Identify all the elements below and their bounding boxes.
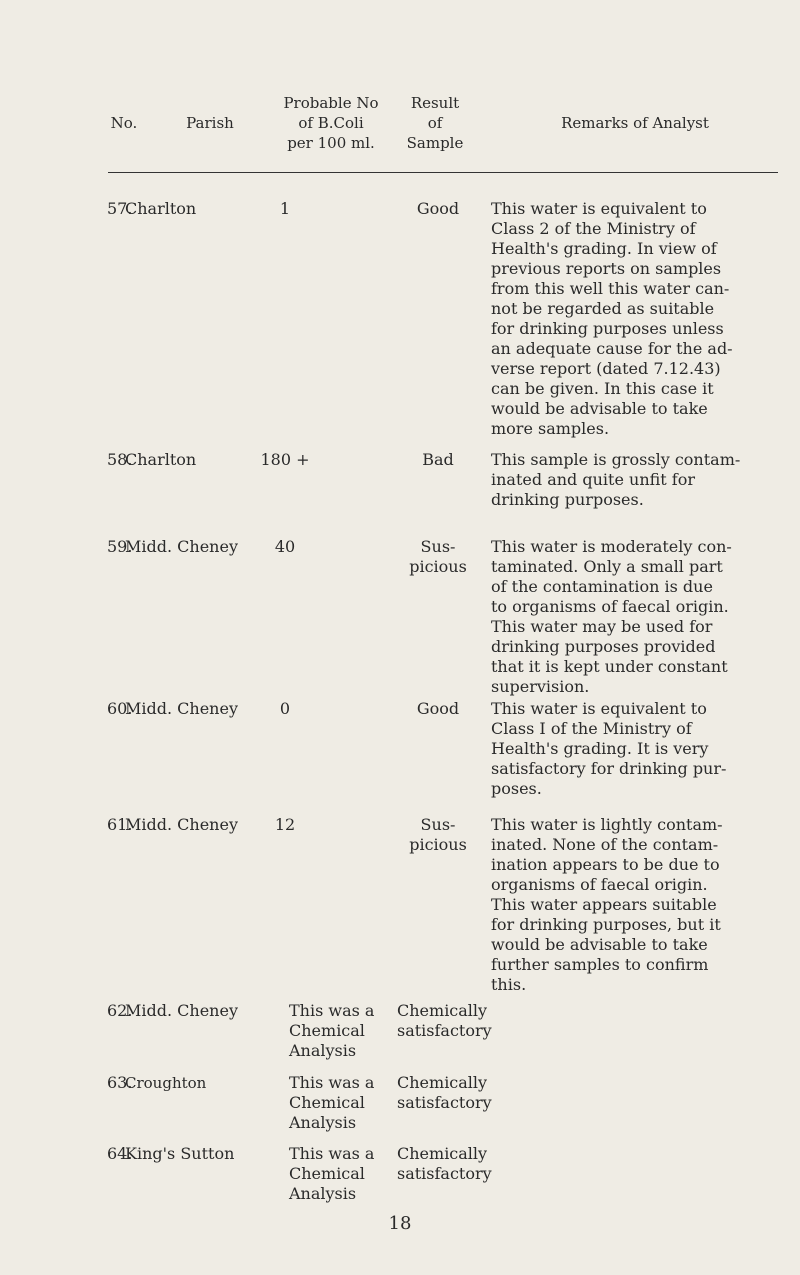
row-parish: Midd. Cheney <box>125 815 238 834</box>
remark-line: would be advisable to take <box>491 935 708 954</box>
header-parish-label: Parish <box>186 114 234 132</box>
header-rule <box>108 172 778 173</box>
header-count <box>266 93 396 153</box>
remark-line: This water is moderately con- <box>491 537 732 556</box>
row-count: 40 <box>274 537 296 556</box>
analysis-result-line: satisfactory <box>397 1093 492 1112</box>
row-no: 60. <box>107 699 133 718</box>
row-parish: Midd. Cheney <box>125 1001 238 1020</box>
row-result: Bad <box>422 450 454 469</box>
row-no: 58. <box>107 450 133 469</box>
remark-line: drinking purposes. <box>491 490 644 509</box>
remark-line: organisms of faecal origin. <box>491 875 708 894</box>
result-line: Sus- <box>420 537 456 556</box>
header-no-label: No. <box>110 114 138 132</box>
row-remarks <box>491 450 769 510</box>
remark-line: this. <box>491 975 527 994</box>
result-line: picious <box>409 835 467 854</box>
row-result: Good <box>416 199 460 218</box>
remark-line: previous reports on samples <box>491 259 722 278</box>
page-number: 18 <box>388 1213 412 1234</box>
row-no: 59. <box>107 537 133 556</box>
header-count-line: Probable No <box>283 94 379 112</box>
row-analysis-note <box>289 1144 399 1204</box>
header-no <box>104 113 144 133</box>
remark-line: for drinking purposes, but it <box>491 915 721 934</box>
remark-line: for drinking purposes unless <box>491 319 724 338</box>
remark-line: satisfactory for drinking pur- <box>491 759 727 778</box>
remark-line: supervision. <box>491 677 590 696</box>
row-no: 63. <box>107 1073 133 1092</box>
header-result-line: of <box>427 114 443 132</box>
analysis-result-line: Chemically <box>397 1073 488 1092</box>
remark-line: not be regarded as suitable <box>491 299 715 318</box>
remark-line: further samples to confirm <box>491 955 709 974</box>
analysis-line: This was a <box>289 1073 375 1092</box>
remark-line: inated. None of the contam- <box>491 835 719 854</box>
remark-line: verse report (dated 7.12.43) <box>491 359 721 378</box>
remark-line: This sample is grossly contam- <box>491 450 741 469</box>
row-result <box>388 537 488 577</box>
remark-line: can be given. In this case it <box>491 379 714 398</box>
header-count-line: of B.Coli <box>298 114 364 132</box>
remark-line: poses. <box>491 779 542 798</box>
row-parish: Midd. Cheney <box>125 699 238 718</box>
row-remarks <box>491 699 769 799</box>
header-result-line: Result <box>410 94 460 112</box>
remark-line: Health's grading. It is very <box>491 739 709 758</box>
row-no: 62. <box>107 1001 133 1020</box>
analysis-line: This was a <box>289 1144 375 1163</box>
row-count: 1 <box>279 199 291 218</box>
remark-line: to organisms of faecal origin. <box>491 597 729 616</box>
analysis-result-line: satisfactory <box>397 1021 492 1040</box>
header-remarks-label: Remarks of Analyst <box>561 114 709 132</box>
row-result: Good <box>416 699 460 718</box>
remark-line: Class 2 of the Ministry of <box>491 219 696 238</box>
header-parish <box>170 113 250 133</box>
remark-line: This water is equivalent to <box>491 199 707 218</box>
row-no: 64. <box>107 1144 133 1163</box>
remark-line: would be advisable to take <box>491 399 708 418</box>
row-parish: King's Sutton <box>125 1144 235 1163</box>
remark-line: taminated. Only a small part <box>491 557 723 576</box>
row-no: 61. <box>107 815 133 834</box>
remark-line: from this well this water can- <box>491 279 730 298</box>
analysis-line: Analysis <box>289 1041 357 1060</box>
remark-line: an adequate cause for the ad- <box>491 339 733 358</box>
header-count-line: per 100 ml. <box>287 134 375 152</box>
row-parish: Midd. Cheney <box>125 537 238 556</box>
analysis-line: Analysis <box>289 1113 357 1132</box>
remark-line: This water may be used for <box>491 617 713 636</box>
row-parish: Charlton <box>125 199 197 218</box>
row-no: 57. <box>107 199 133 218</box>
row-analysis-result <box>397 1144 517 1184</box>
analysis-line: This was a <box>289 1001 375 1020</box>
remark-line: Class I of the Ministry of <box>491 719 692 738</box>
row-parish: Charlton <box>125 450 197 469</box>
header-remarks <box>520 113 750 133</box>
header-result <box>385 93 485 153</box>
analysis-line: Analysis <box>289 1184 357 1203</box>
row-analysis-note <box>289 1001 399 1061</box>
remark-line: drinking purposes provided <box>491 637 716 656</box>
row-remarks <box>491 199 769 439</box>
row-count: 180 + <box>260 450 310 469</box>
remark-line: This water is equivalent to <box>491 699 707 718</box>
header-result-line: Sample <box>406 134 464 152</box>
remark-line: inated and quite unfit for <box>491 470 696 489</box>
row-analysis-result <box>397 1073 517 1113</box>
remark-line: that it is kept under constant <box>491 657 728 676</box>
remark-line: more samples. <box>491 419 610 438</box>
analysis-result-line: Chemically <box>397 1144 488 1163</box>
analysis-line: Chemical <box>289 1093 365 1112</box>
analysis-result-line: satisfactory <box>397 1164 492 1183</box>
row-parish: Croughton <box>125 1074 207 1092</box>
row-result <box>388 815 488 855</box>
result-line: picious <box>409 557 467 576</box>
analysis-line: Chemical <box>289 1021 365 1040</box>
remark-line: of the contamination is due <box>491 577 713 596</box>
result-line: Sus- <box>420 815 456 834</box>
analysis-line: Chemical <box>289 1164 365 1183</box>
remark-line: ination appears to be due to <box>491 855 720 874</box>
row-count: 0 <box>279 699 291 718</box>
row-analysis-note <box>289 1073 399 1133</box>
remark-line: This water is lightly contam- <box>491 815 723 834</box>
row-remarks <box>491 815 769 995</box>
remark-line: This water appears suitable <box>491 895 717 914</box>
row-remarks <box>491 537 769 697</box>
analysis-result-line: Chemically <box>397 1001 488 1020</box>
row-count: 12 <box>274 815 296 834</box>
remark-line: Health's grading. In view of <box>491 239 717 258</box>
row-analysis-result <box>397 1001 517 1041</box>
